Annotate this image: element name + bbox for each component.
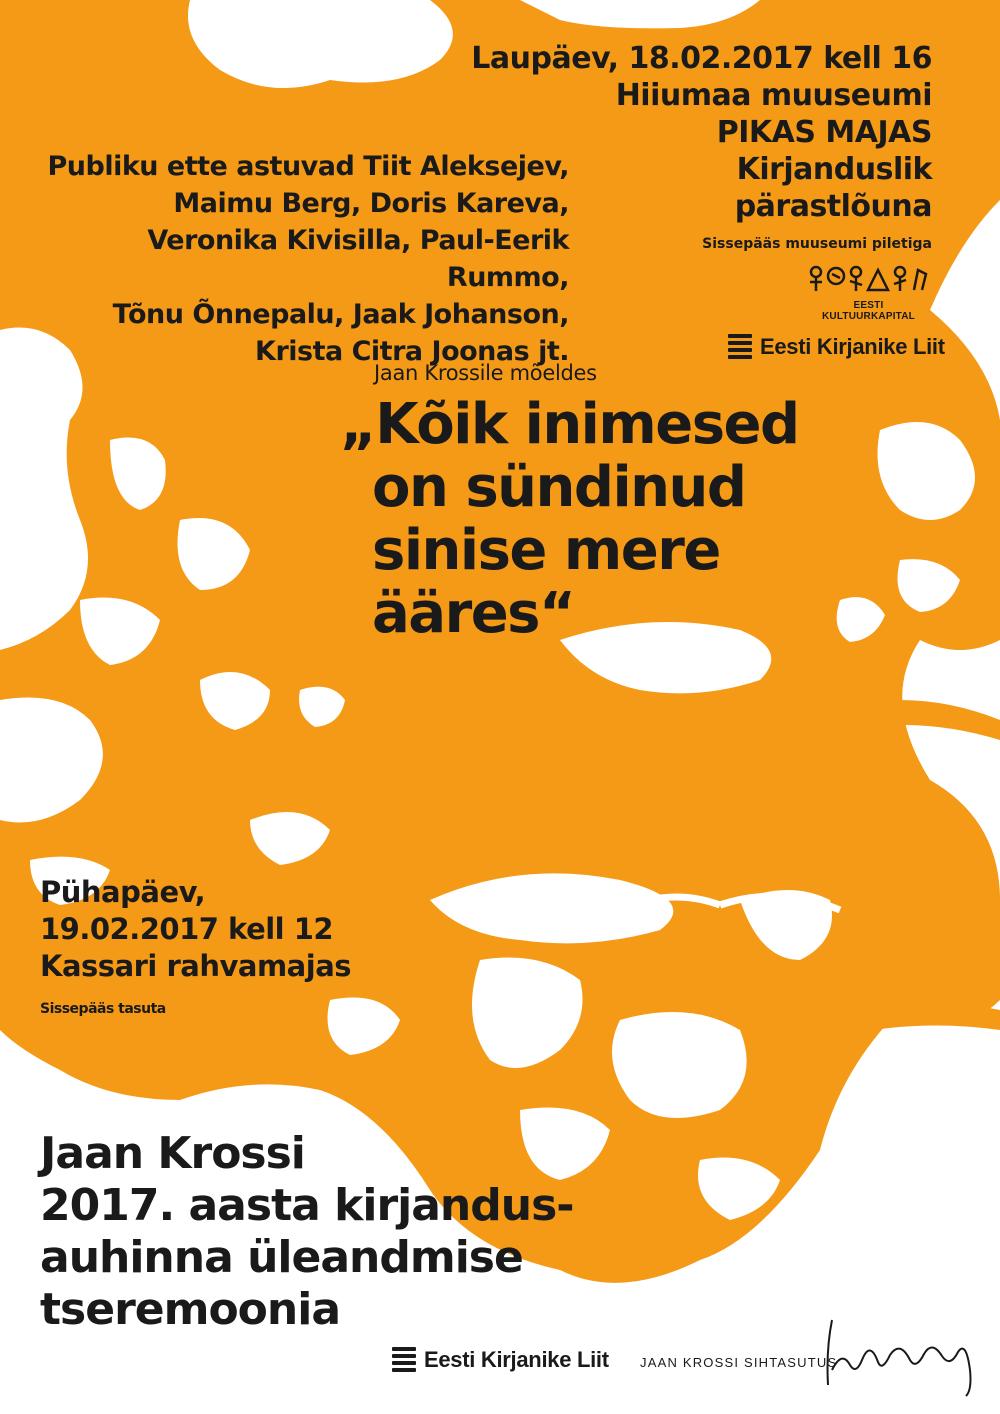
saturday-event-type: Kirjanduslik: [736, 152, 932, 187]
sunday-event-venue: Kassari rahvamajas: [40, 949, 352, 983]
writers-union-logo-top: [728, 332, 945, 362]
writers-union-label: Eesti Kirjanike Liit: [760, 334, 945, 359]
sunday-event-note: Sissepääs tasuta: [40, 1001, 166, 1017]
award-line: tseremoonia: [40, 1284, 341, 1335]
performers-line: Krista Citra Joonas jt.: [255, 336, 569, 367]
figures-frieze-icon: [806, 264, 931, 294]
saturday-event-date: Laupäev, 18.02.2017 kell 16: [471, 41, 932, 76]
quote-line: ääres“: [372, 581, 575, 646]
writers-union-logo-bottom: [392, 1345, 609, 1375]
performers-line: Veronika Kivisilla, Paul-Eerik Rummo,: [147, 225, 569, 293]
sunday-event-date: 19.02.2017 kell 12: [40, 912, 334, 946]
award-ceremony-title: [40, 1128, 574, 1336]
book-stack-icon: [728, 332, 752, 362]
cultural-endowment-label: EESTI KULTUURKAPITAL: [822, 300, 915, 322]
quote-line: „Kõik inimesed: [340, 392, 799, 457]
award-line: Jaan Krossi: [40, 1128, 305, 1179]
subtitle: Jaan Krossile mõeldes: [374, 361, 597, 385]
quote-line: sinise mere: [372, 518, 720, 583]
award-line: auhinna üleandmise: [40, 1232, 523, 1283]
saturday-event-type-2: pärastlõuna: [734, 189, 932, 224]
saturday-event-note: Sissepääs muuseumi piletiga: [702, 236, 932, 252]
poster-title-quote: [340, 393, 799, 645]
foundation-label: JAAN KROSSI SIHTASUTUS: [640, 1355, 838, 1370]
performers-line: Maimu Berg, Doris Kareva,: [173, 188, 569, 219]
signature-icon: [820, 1310, 980, 1400]
saturday-event-venue-name: PIKAS MAJAS: [716, 115, 932, 150]
saturday-event-venue: Hiiumaa muuseumi: [615, 78, 932, 113]
award-line: 2017. aasta kirjandus-: [40, 1180, 574, 1231]
book-stack-icon: [392, 1345, 416, 1375]
performers-line: Publiku ette astuvad Tiit Aleksejev,: [47, 151, 569, 182]
performers: [44, 148, 569, 370]
sunday-event: [40, 874, 351, 1019]
quote-line: on sündinud: [372, 455, 746, 520]
sunday-event-day: Pühapäev,: [40, 875, 206, 909]
writers-union-label: Eesti Kirjanike Liit: [424, 1347, 609, 1372]
performers-line: Tõnu Õnnepalu, Jaak Johanson,: [112, 299, 569, 330]
cultural-endowment-logo: [806, 264, 931, 322]
